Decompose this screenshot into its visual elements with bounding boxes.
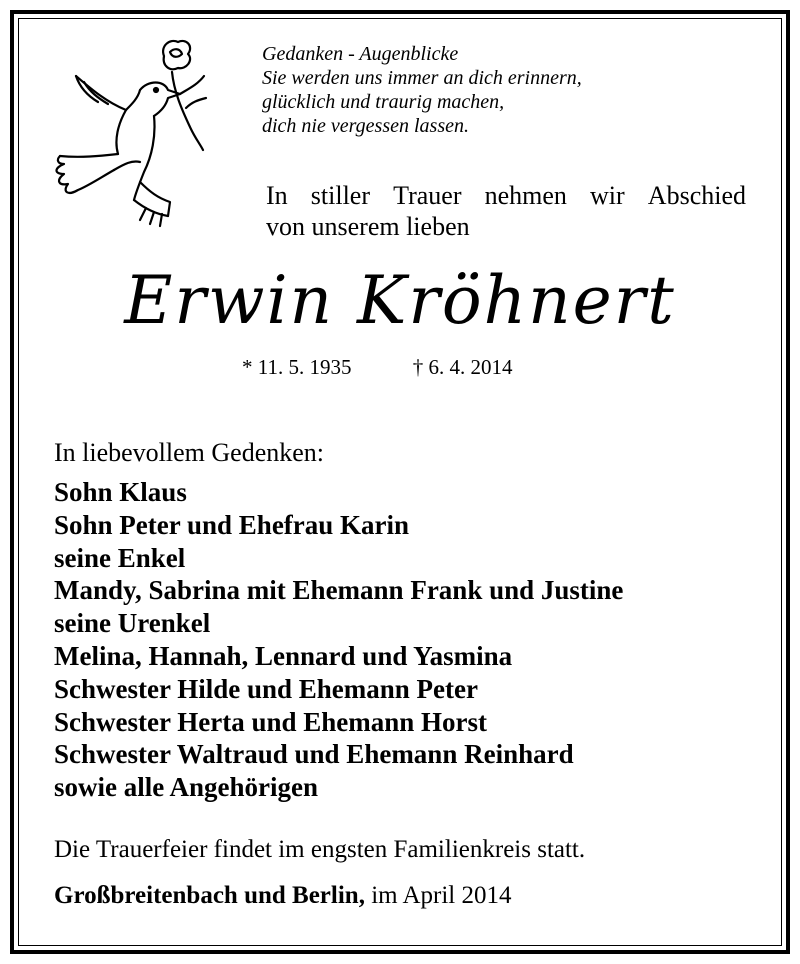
intro-word: Trauer <box>393 181 462 210</box>
intro-line-1 <box>266 180 746 211</box>
intro-word: nehmen <box>484 181 567 210</box>
family-entry: Mandy, Sabrina mit Ehemann Frank und Justine <box>54 575 624 606</box>
intro-word: In <box>266 181 288 210</box>
dove-with-rose-icon <box>40 32 230 232</box>
family-entry: seine Urenkel <box>54 608 211 639</box>
place-date: im April 2014 <box>364 882 512 909</box>
family-entry: sowie alle Angehörigen <box>54 772 318 803</box>
poem-line: glücklich und traurig machen, <box>262 91 505 113</box>
birth-date: * 11. 5. 1935 <box>242 355 352 379</box>
family-entry: Schwester Herta und Ehemann Horst <box>54 706 488 737</box>
intro-word: wir <box>590 181 625 210</box>
family-entry: Sohn Klaus <box>54 477 187 507</box>
deceased-name: Erwin Kröhnert <box>124 262 676 339</box>
life-dates <box>242 355 512 380</box>
family-entry: Schwester Hilde und Ehemann Peter <box>54 673 478 704</box>
gedenken-label: In liebevollem Gedenken: <box>54 438 325 467</box>
place-location: Großbreitenbach und Berlin, <box>54 882 365 909</box>
intro-word: stiller <box>310 181 370 210</box>
family-entry: seine Enkel <box>54 542 186 573</box>
family-entry: Melina, Hannah, Lennard und Yasmina <box>54 640 513 671</box>
intro-text <box>266 180 746 242</box>
poem <box>262 42 582 138</box>
family-entry: Schwester Waltraud und Ehemann Reinhard <box>54 739 574 770</box>
intro-line-2: von unserem lieben <box>266 212 470 241</box>
family-entry: Sohn Peter und Ehefrau Karin <box>54 509 410 540</box>
poem-line: Sie werden uns immer an dich erinnern, <box>262 67 582 89</box>
funeral-notice: Die Trauerfeier findet im engsten Familienkreis statt. <box>54 836 586 863</box>
intro-word: Abschied <box>647 181 746 210</box>
family-list <box>54 476 623 804</box>
death-date: † 6. 4. 2014 <box>412 355 513 379</box>
poem-line: dich nie vergessen lassen. <box>262 115 469 137</box>
poem-line: Gedanken - Augenblicke <box>262 43 459 65</box>
place-and-date <box>54 882 511 910</box>
